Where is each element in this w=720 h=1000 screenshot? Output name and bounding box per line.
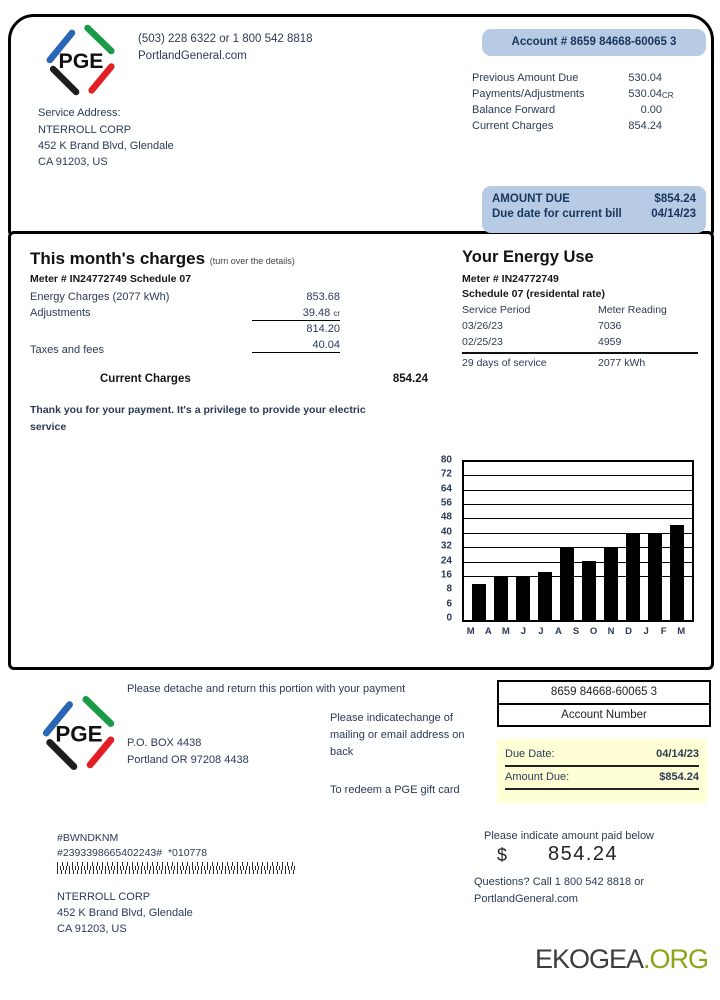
summary-label: Current Charges (472, 120, 554, 132)
chart-gridline (464, 518, 692, 519)
x-axis-tick-label: S (572, 626, 580, 637)
change-address-note: back (330, 746, 354, 758)
x-axis-tick-label: O (589, 626, 598, 637)
x-axis-tick-label: D (625, 626, 633, 637)
x-axis-tick-label: F (660, 626, 667, 637)
service-address-label: Service Address: (38, 107, 121, 119)
charge-row (30, 337, 350, 356)
x-axis-tick-label: M (501, 626, 510, 637)
y-axis-tick-label: 8 (446, 583, 452, 595)
col-service-period: Service Period (462, 304, 531, 316)
current-charges-label: Current Charges (100, 373, 191, 385)
x-axis-tick-label: A (484, 626, 492, 637)
chart-bar (494, 577, 508, 620)
charge-value: 853.68 (306, 291, 340, 303)
amount-due-box (482, 186, 706, 233)
charge-value: 40.04 (252, 339, 340, 353)
chart-x-axis (462, 626, 690, 640)
y-axis-tick-label: 40 (440, 526, 452, 538)
chart-gridline (464, 475, 692, 476)
due-date-value: 04/14/23 (651, 208, 696, 220)
stub-amount-due-label: Amount Due: (505, 771, 570, 783)
pge-logo (40, 18, 122, 102)
charge-value-text: 39.48 (302, 307, 331, 319)
y-axis-tick-label: 0 (446, 612, 452, 624)
chart-bar (626, 534, 640, 620)
x-axis-tick-label: M (677, 626, 686, 637)
chart-y-axis (425, 454, 455, 624)
charge-label: Energy Charges (2077 kWh) (30, 291, 170, 303)
charges-title-note: (turn over the details) (209, 256, 295, 266)
energy-row (462, 336, 698, 352)
energy-use-title: Your Energy Use (462, 248, 594, 266)
service-period-value: 03/26/23 (462, 320, 503, 332)
amount-paid-value: 854.24 (548, 843, 619, 865)
change-address-note: Please indicatechange of (330, 712, 453, 724)
chart-bar (604, 548, 618, 620)
energy-footer-row (462, 352, 698, 376)
service-address-line: CA 91203, US (38, 156, 108, 168)
website-line: PortlandGeneral.com (138, 50, 247, 62)
chart-gridline (464, 504, 692, 505)
charge-label: Adjustments (30, 307, 91, 319)
svg-text:PGE: PGE (55, 721, 103, 747)
account-number-pill (482, 29, 706, 56)
y-axis-tick-label: 48 (440, 511, 452, 523)
energy-schedule-line: Schedule 07 (residental rate) (462, 288, 605, 300)
questions-line: PortlandGeneral.com (474, 893, 578, 905)
ekogea-brand-text: EKOGEA (534, 944, 643, 974)
meter-reading-value: 4959 (598, 336, 622, 348)
x-axis-tick-label: M (466, 626, 475, 637)
kwh-total: 2077 kWh (598, 357, 646, 369)
x-axis-tick-label: J (538, 626, 544, 637)
col-meter-reading: Meter Reading (598, 304, 667, 316)
chart-gridline (464, 490, 692, 491)
pge-logo-stub (36, 690, 122, 776)
due-date-label: Due date for current bill (492, 208, 622, 220)
barcode-descenders (57, 870, 295, 874)
svg-text:PGE: PGE (58, 49, 104, 74)
stub-due-date-value: 04/14/23 (656, 748, 699, 760)
summary-value: 530.04 (628, 88, 662, 100)
charge-row (30, 289, 350, 305)
energy-header-row (462, 304, 698, 320)
po-box-line: Portland OR 97208 4438 (127, 754, 249, 766)
amount-due-label: AMOUNT DUE (492, 193, 570, 205)
phone-line: (503) 228 6322 or 1 800 542 8818 (138, 33, 313, 45)
charges-meter-line: Meter # IN24772749 Schedule 07 (30, 273, 192, 285)
y-axis-tick-label: 24 (440, 555, 452, 567)
service-address-line: 452 K Brand Blvd, Glendale (38, 140, 174, 152)
charges-title (30, 249, 295, 269)
credit-suffix: cr (333, 309, 340, 318)
credit-suffix: CR (662, 91, 674, 100)
po-box-line: P.O. BOX 4438 (127, 737, 202, 749)
energy-use-chart-plot (462, 460, 694, 622)
change-address-note: mailing or email address on (330, 729, 465, 741)
meter-reading-value: 7036 (598, 320, 622, 332)
days-of-service: 29 days of service (462, 357, 547, 369)
chart-bar (582, 561, 596, 620)
y-axis-tick-label: 56 (440, 497, 452, 509)
x-axis-tick-label: J (643, 626, 649, 637)
questions-line: Questions? Call 1 800 542 8818 or (474, 876, 645, 888)
y-axis-tick-label: 80 (440, 454, 452, 466)
chart-bar (560, 548, 574, 620)
gift-card-note: To redeem a PGE gift card (330, 784, 460, 796)
energy-use-chart (425, 456, 705, 646)
y-axis-tick-label: 6 (446, 598, 452, 610)
due-date-row (505, 744, 699, 767)
charges-title-text: This month's charges (30, 249, 206, 268)
charge-label: Taxes and fees (30, 344, 104, 356)
current-charges-value: 854.24 (392, 373, 428, 385)
charge-value (252, 307, 340, 321)
x-axis-tick-label: A (555, 626, 562, 637)
intelligent-mail-barcode (57, 862, 295, 874)
chart-bar (670, 525, 684, 620)
stub-account-number-label: Account Number (561, 709, 647, 721)
service-period-value: 02/25/23 (462, 336, 503, 348)
chart-bar (648, 534, 662, 620)
energy-table (462, 304, 698, 376)
summary-value: 530.04 (628, 72, 662, 84)
stub-amount-due-value: $854.24 (659, 771, 699, 783)
chart-bar (538, 572, 552, 620)
mail-to-line: 452 K Brand Blvd, Glendale (57, 907, 193, 919)
amount-due-row (505, 767, 699, 790)
summary-label: Payments/Adjustments (472, 88, 585, 100)
service-address-line: NTERROLL CORP (38, 124, 132, 136)
y-axis-tick-label: 72 (440, 468, 452, 480)
stub-due-date-label: Due Date: (505, 748, 555, 760)
stub-account-number-value: 8659 84668-60065 3 (499, 682, 709, 705)
mail-to-line: CA 91203, US (57, 923, 127, 935)
charge-row (30, 321, 350, 337)
y-axis-tick-label: 64 (440, 483, 452, 495)
charge-row (30, 305, 350, 321)
currency-symbol: $ (497, 845, 508, 865)
summary-value: 0.00 (640, 104, 662, 116)
amount-paid-label: Please indicate amount paid below (484, 830, 655, 842)
mail-code-line: #BWNDKNM (57, 832, 119, 844)
stub-account-number-box (497, 680, 711, 727)
charges-table (30, 289, 350, 356)
summary-value: 854.24 (628, 120, 662, 132)
summary-label: Balance Forward (472, 104, 556, 116)
detach-instruction: Please detache and return this portion with your payment (127, 683, 406, 695)
charge-subtotal: 814.20 (306, 323, 340, 335)
y-axis-tick-label: 32 (440, 540, 452, 552)
due-amount-box (497, 739, 707, 803)
summary-label: Previous Amount Due (472, 72, 579, 84)
chart-bar (516, 577, 530, 620)
amount-due-value: $854.24 (654, 193, 696, 205)
ekogea-logo (500, 944, 708, 975)
x-axis-tick-label: J (520, 626, 527, 637)
mail-to-line: NTERROLL CORP (57, 891, 151, 903)
energy-meter-line: Meter # IN24772749 (462, 273, 559, 285)
ekogea-suffix-text: .ORG (642, 944, 708, 974)
thank-you-note: Thank you for your payment. It's a privilege to provide your electric service (30, 404, 366, 433)
account-number-text: Account # 8659 84668-60065 3 (511, 36, 677, 48)
chart-bar (472, 584, 486, 620)
x-axis-tick-label: N (607, 626, 615, 637)
mail-code-line: #2393398665402243# *010778 (57, 847, 208, 859)
y-axis-tick-label: 16 (440, 569, 452, 581)
energy-row (462, 320, 698, 336)
